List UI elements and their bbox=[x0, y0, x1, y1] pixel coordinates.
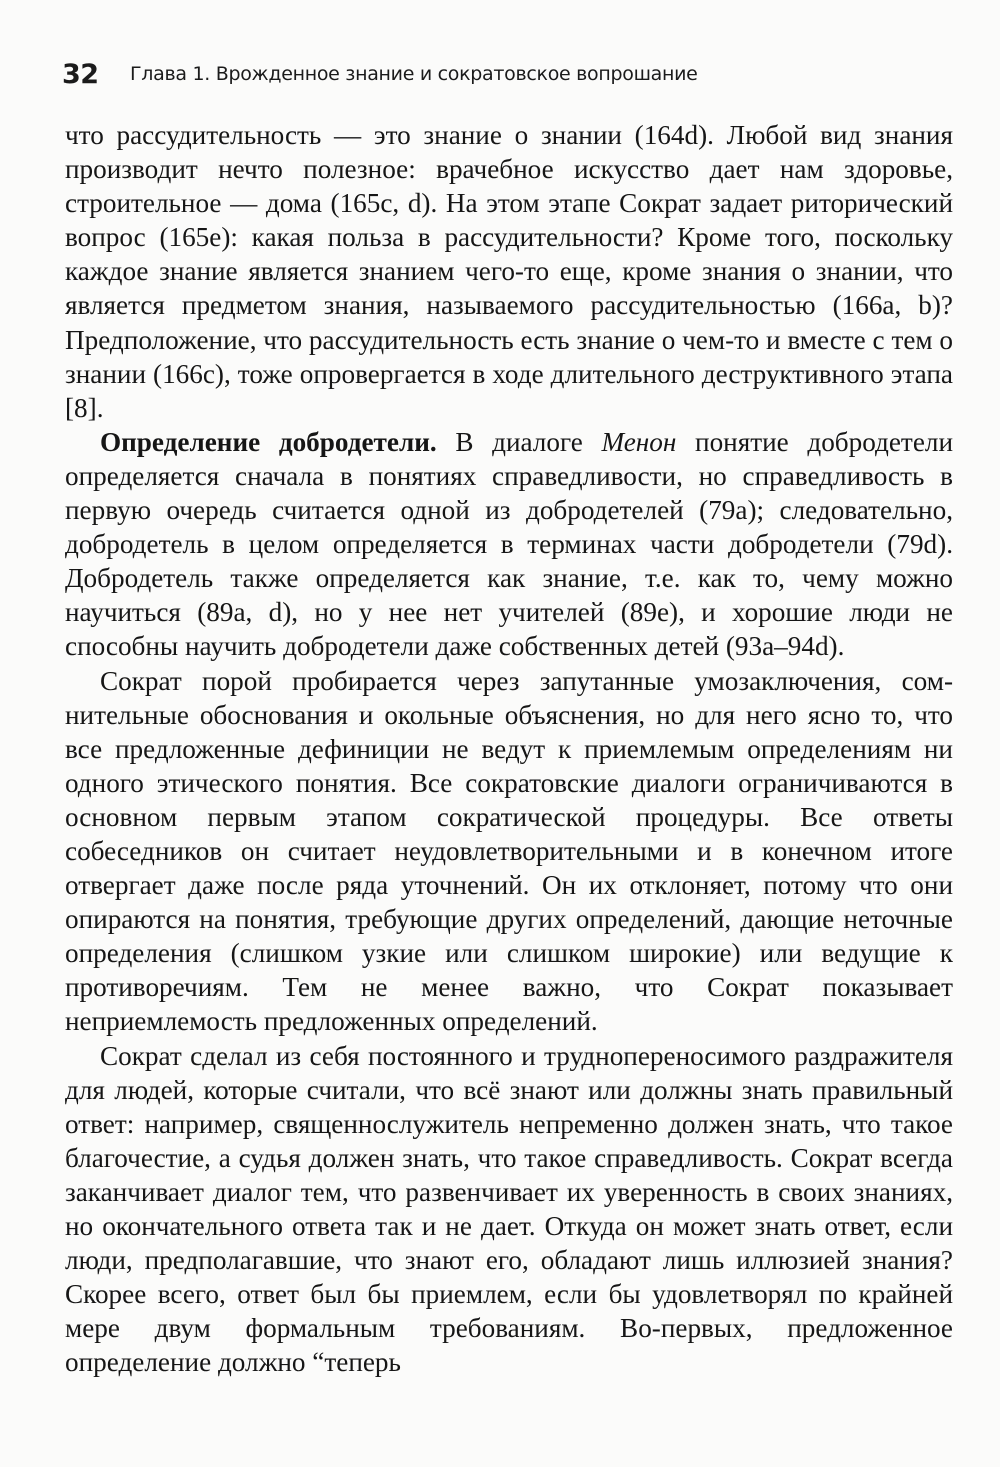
dialogue-title-italic: Менон bbox=[601, 426, 677, 457]
chapter-running-head: Глава 1. Врожденное знание и сократовское вопрошание bbox=[130, 63, 698, 85]
paragraph-2-text-b: понятие добродетели определяется сначала в понятиях справедливости, но справедливость в первую очередь считается одной из добродетелей (79a); следовательно, добродетель в целом определяется в терминах части добродетели (79d). Добродетель также определяется как знание, т.е. как то, чему можно научиться (89a, d), но у нее нет учителей (89e), и хорошие люди не способны научить добродетели даже собственных детей (93a–94d). bbox=[65, 426, 954, 662]
paragraph-2-text-a: В диалоге bbox=[436, 426, 602, 457]
paragraph-2 bbox=[65, 425, 953, 664]
page-number: 32 bbox=[62, 59, 99, 90]
section-lead-heading: Определение добродетели. bbox=[100, 426, 437, 457]
paragraph-4: Сократ сделал из себя постоянного и труднопереносимого раздражителя для людей, которые считали, что всё знают или должны знать правильный ответ: например, священнослужитель непременно должен знать, что такое благочестие, а судья должен знать, что такое справедливость. Сократ всегда заканчивает диалог тем, что развенчивает их уверенность в своих знаниях, но окончательного ответа так и не дает. Откуда он может знать ответ, если люди, предполагавшие, что знают его, обладают лишь иллюзией знания? Скорее всего, ответ был бы приемлем, если бы удовлетворял по крайней мере двум формальным требованиям. Во-первых, предложенное определение должно “теперь bbox=[65, 1040, 953, 1378]
paragraph-3: Сократ порой пробирается через запутанные умозаключения, сомнительные обоснования и окольные объяснения, но для него ясно то, что все предложенные дефиниции не ведут к приемлемым определениям ни одного этического понятия. Все сократовские диалоги ограничиваются в основном первым этапом сократической процедуры. Все ответы собеседников он считает неудовлетворительными и в конечном итоге отвергает даже после ряда уточнений. Он их отклоняет, потому что они опираются на понятия, требующие других определений, дающие неточные определения (слишком узкие или слишком широкие) или ведущие к противоречиям. Тем не менее важно, что Сократ показывает неприемлемость предложенных определений. bbox=[65, 665, 953, 1037]
page-header bbox=[62, 55, 942, 95]
body-text bbox=[65, 118, 953, 1379]
paragraph-1: что рассудительность — это знание о знании (164d). Любой вид знания производит нечто полезное: врачебное искусство дает нам здоровье, строительное — дома (165c, d). На этом этапе Сократ задает риторический вопрос (165e): какая польза в рассудительности? Кроме того, поскольку каждое знание является знанием чего-то еще, кроме знания о знании, что является предметом знания, называемого рассудительностью (166a, b)? Предположение, что рассудительность есть знание о чем-то и вместе с тем о знании (166c), тоже опровергается в ходе длительного деструктивного этапа [8]. bbox=[65, 120, 953, 423]
